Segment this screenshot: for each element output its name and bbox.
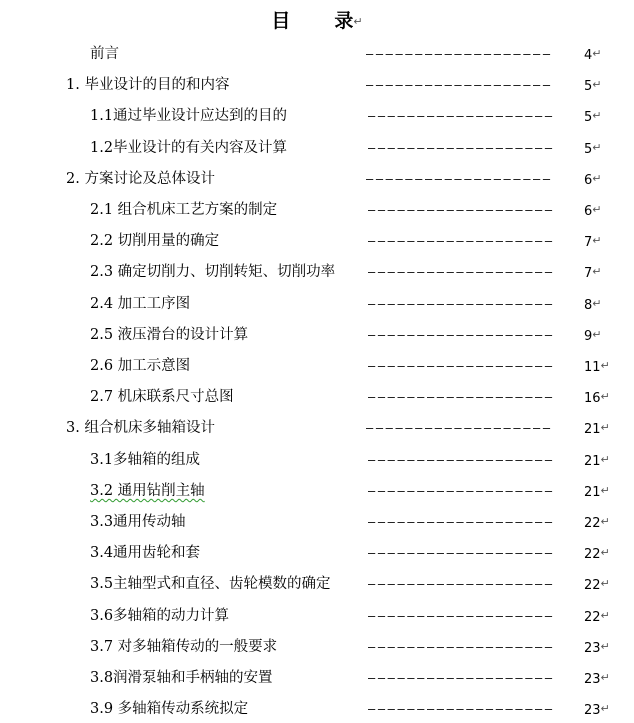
toc-title-right: 录 xyxy=(334,10,354,32)
toc-entry[interactable] xyxy=(0,229,634,253)
toc-leader: ——————————————————— xyxy=(368,327,555,342)
page-number-text: 6 xyxy=(584,172,593,188)
toc-leader: ——————————————————— xyxy=(368,702,555,717)
page-number-text: 22 xyxy=(584,578,601,594)
paragraph-mark: ↵ xyxy=(600,577,610,591)
toc-entry-label: 3.9 多轴箱传动系统拟定 xyxy=(90,701,249,718)
page-number-text: 5 xyxy=(584,79,593,95)
paragraph-mark: ↵ xyxy=(592,234,602,248)
page-number-text: 21 xyxy=(584,484,601,500)
toc-page-number xyxy=(584,385,610,411)
page-number-text: 5 xyxy=(584,110,593,126)
toc-page-number xyxy=(584,572,610,598)
toc-leader: ——————————————————— xyxy=(366,47,553,61)
page-number-text: 11 xyxy=(584,360,601,375)
paragraph-mark: ↵ xyxy=(592,140,602,154)
toc-leader: ——————————————————— xyxy=(368,140,555,155)
toc-entry[interactable] xyxy=(0,448,634,472)
toc-leader: ——————————————————— xyxy=(368,546,555,561)
toc-entry[interactable] xyxy=(0,510,634,534)
page-number-text: 22 xyxy=(584,547,601,563)
toc-page-number xyxy=(584,260,602,286)
toc-entry[interactable] xyxy=(0,136,634,160)
toc-leader: ——————————————————— xyxy=(368,483,555,498)
toc-page-number xyxy=(584,448,610,474)
toc-entry-label: 2.6 加工示意图 xyxy=(90,358,191,374)
paragraph-mark: ↵ xyxy=(600,483,610,497)
toc-page-number xyxy=(584,229,602,255)
toc-leader: ——————————————————— xyxy=(368,515,555,529)
toc-leader: ——————————————————— xyxy=(368,608,555,623)
toc-entry[interactable] xyxy=(0,385,634,409)
paragraph-mark: ↵ xyxy=(600,702,610,716)
toc-entry[interactable] xyxy=(0,604,634,628)
toc-entry-label: 2.7 机床联系尺寸总图 xyxy=(90,389,234,406)
toc-entry-label: 2.4 加工工序图 xyxy=(90,295,191,312)
toc-entry-label: 3.5主轴型式和直径、齿轮模数的确定 xyxy=(90,576,331,593)
toc-leader: ——————————————————— xyxy=(366,171,553,186)
toc-entry-label: 3.2 通用钻削主轴 xyxy=(90,482,205,499)
toc-entry-label: 2.1 组合机床工艺方案的制定 xyxy=(90,202,278,218)
toc-entry[interactable] xyxy=(0,42,634,66)
toc-entry-label: 3.3通用传动轴 xyxy=(90,514,186,530)
toc-page-number xyxy=(584,510,610,536)
toc-entry-label: 2.2 切削用量的确定 xyxy=(90,233,220,250)
toc-entry-label: 3. 组合机床多轴箱设计 xyxy=(66,420,215,437)
toc-page-number xyxy=(584,167,602,193)
toc-entry-label: 前言 xyxy=(90,46,119,62)
paragraph-mark: ↵ xyxy=(592,47,602,60)
toc-entry[interactable] xyxy=(0,104,634,128)
paragraph-mark: ↵ xyxy=(592,171,602,185)
toc-leader: ——————————————————— xyxy=(368,671,555,685)
toc-entry-label: 2.3 确定切削力、切削转矩、切削功率 xyxy=(90,264,336,281)
toc-leader: ——————————————————— xyxy=(368,109,555,124)
paragraph-mark: ↵ xyxy=(592,327,602,341)
toc-leader: ——————————————————— xyxy=(366,78,553,93)
paragraph-mark: ↵ xyxy=(592,109,602,123)
toc-leader: ——————————————————— xyxy=(368,639,555,654)
paragraph-mark: ↵ xyxy=(600,546,610,560)
toc-entry[interactable] xyxy=(0,541,634,565)
page-number-text: 16 xyxy=(584,391,601,407)
toc-page-number xyxy=(584,136,602,162)
toc-page-number xyxy=(584,323,602,349)
toc-entry[interactable] xyxy=(0,666,634,690)
paragraph-mark: ↵ xyxy=(592,78,602,92)
toc-entry-label: 3.7 对多轴箱传动的一般要求 xyxy=(90,638,278,655)
toc-leader: ——————————————————— xyxy=(366,421,553,436)
toc-entry-label: 3.1多轴箱的组成 xyxy=(90,451,201,468)
toc-page-number xyxy=(584,198,602,224)
page-number-text: 21 xyxy=(584,453,601,469)
toc-title xyxy=(0,6,634,33)
paragraph-mark: ↵ xyxy=(600,515,610,528)
toc-leader: ——————————————————— xyxy=(368,265,555,280)
toc-leader: ——————————————————— xyxy=(368,203,555,217)
toc-page-number xyxy=(584,635,610,661)
paragraph-mark: ↵ xyxy=(600,359,610,372)
toc-entry[interactable] xyxy=(0,572,634,596)
paragraph-mark: ↵ xyxy=(592,203,602,216)
toc-leader: ——————————————————— xyxy=(368,390,555,405)
toc-entry[interactable] xyxy=(0,260,634,284)
paragraph-mark: ↵ xyxy=(600,390,610,404)
page-number-text: 5 xyxy=(584,141,593,157)
toc-entry-label: 2.5 液压滑台的设计计算 xyxy=(90,326,249,343)
toc-page-number xyxy=(584,479,610,505)
page-number-text: 9 xyxy=(584,328,593,344)
toc-entry[interactable] xyxy=(0,323,634,347)
toc-page-number xyxy=(584,666,610,692)
paragraph-mark: ↵ xyxy=(592,265,602,279)
toc-entry[interactable] xyxy=(0,73,634,97)
page-number-text: 4 xyxy=(584,48,593,63)
toc-title-left: 目 xyxy=(271,10,291,32)
toc-page-number xyxy=(584,42,602,68)
toc-entry-label: 1.2毕业设计的有关内容及计算 xyxy=(90,139,288,156)
toc-entry-label: 3.6多轴箱的动力计算 xyxy=(90,607,230,624)
page-number-text: 22 xyxy=(584,609,601,625)
toc-page-number xyxy=(584,604,610,630)
page-number-text: 23 xyxy=(584,672,601,687)
toc-entry-label: 2. 方案讨论及总体设计 xyxy=(66,170,215,187)
toc-page-number xyxy=(584,541,610,567)
paragraph-mark: ↵ xyxy=(600,639,610,653)
page-number-text: 21 xyxy=(584,422,601,438)
page-number-text: 23 xyxy=(584,703,601,719)
toc-entry-label: 1.1通过毕业设计应达到的目的 xyxy=(90,108,288,125)
toc-entry[interactable] xyxy=(0,635,634,659)
toc-entry[interactable] xyxy=(0,292,634,316)
page-number-text: 8 xyxy=(584,297,593,313)
toc-leader: ——————————————————— xyxy=(368,577,555,592)
toc-entry-label: 3.4通用齿轮和套 xyxy=(90,545,201,562)
toc-entry-label: 1. 毕业设计的目的和内容 xyxy=(66,77,230,94)
toc-page-number xyxy=(584,416,610,442)
toc-entry[interactable] xyxy=(0,416,634,440)
page-number-text: 23 xyxy=(584,640,601,656)
paragraph-mark: ↵ xyxy=(600,421,610,435)
toc-entry-label: 3.8润滑泵轴和手柄轴的安置 xyxy=(90,670,273,686)
page-number-text: 6 xyxy=(584,204,593,219)
toc-page-number xyxy=(584,292,602,318)
paragraph-mark: ↵ xyxy=(600,452,610,466)
toc-page-number xyxy=(584,73,602,99)
toc-page-number xyxy=(584,697,610,723)
page-number-text: 7 xyxy=(584,235,593,251)
paragraph-mark: ↵ xyxy=(592,296,602,310)
toc-leader: ——————————————————— xyxy=(368,359,555,373)
toc-leader: ——————————————————— xyxy=(368,234,555,249)
toc-leader: ——————————————————— xyxy=(368,452,555,467)
toc-page-number xyxy=(584,354,610,380)
toc-entry[interactable] xyxy=(0,167,634,191)
toc-entry[interactable] xyxy=(0,354,634,378)
paragraph-mark: ↵ xyxy=(600,671,610,684)
toc-leader: ——————————————————— xyxy=(368,296,555,311)
paragraph-mark: ↵ xyxy=(353,15,363,28)
toc-entry[interactable] xyxy=(0,198,634,222)
toc-entry[interactable] xyxy=(0,697,634,721)
toc-page-number xyxy=(584,104,602,130)
paragraph-mark: ↵ xyxy=(600,608,610,622)
page-number-text: 22 xyxy=(584,516,601,531)
toc-entry[interactable] xyxy=(0,479,634,503)
page-number-text: 7 xyxy=(584,266,593,282)
